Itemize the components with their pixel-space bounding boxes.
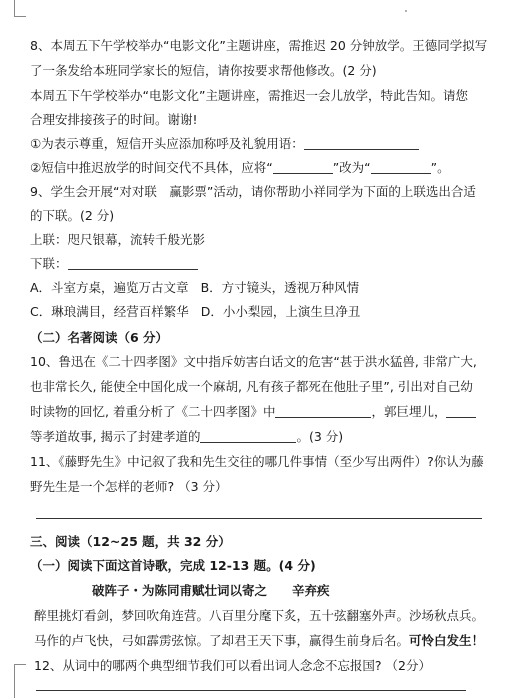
q8-item-1-text: ①为表示尊重，短信开头应添加称呼及礼貌用语：	[30, 136, 304, 151]
q8-item-2-blank-2[interactable]	[371, 161, 431, 174]
q9-lower-label: 下联：	[30, 256, 68, 271]
q9-line-2: 的下联。(2 分)	[30, 208, 115, 223]
q8-item-2-text-b: ”改为“	[332, 160, 371, 175]
q10-line-4-text-b: 。(3 分)	[296, 429, 344, 444]
poem-line-2	[34, 633, 490, 649]
q11-line-2: 野先生是一个怎样的老师? （3 分）	[30, 479, 228, 494]
poem-title: 破阵子・为陈同甫赋壮词以寄之 辛弃疾	[92, 583, 330, 598]
section-2-heading: （二）名著阅读（6 分）	[30, 330, 169, 345]
q8-item-1	[30, 136, 490, 152]
poem-line-2-bold: 可怜白发生！	[409, 633, 485, 648]
q9-lower-couplet	[30, 256, 490, 272]
q9-option-c: C．琳琅满目，经营百样繁华	[30, 304, 189, 319]
q8-item-2-text-c: ”。	[430, 160, 450, 175]
q11-line-1: 11、《藤野先生》中记叙了我和先生交往的哪几件事情（至少写出两件）?你认为藤	[30, 454, 484, 469]
page-speck	[405, 10, 407, 12]
q8-item-1-blank[interactable]	[304, 137, 419, 150]
q9-line-1: 9、学生会开展“对对联 赢影票”活动，请你帮助小祥同学为下面的上联选出合适	[30, 184, 476, 199]
q9-options-row-2	[30, 304, 490, 320]
poem-line-2-text: 马作的卢飞快，弓如霹雳弦惊。了却君王天下事，赢得生前身后名。	[34, 633, 410, 648]
q10-line-3	[30, 404, 490, 420]
q10-line-2: 也非常长久, 能使全中国化成一个麻胡, 凡有孩子都死在他肚子里”, 引出对自己幼	[30, 379, 473, 394]
q11-answer-line[interactable]	[36, 518, 482, 519]
q10-blank-3[interactable]	[200, 430, 296, 443]
q8-item-2-blank-1[interactable]	[273, 161, 333, 174]
section-3-heading: 三、阅读（12~25 题，共 32 分）	[30, 534, 231, 549]
q9-upper-couplet: 上联：咫尺银幕，流转千般光影	[30, 232, 206, 247]
crop-mark-top	[14, 0, 15, 16]
q8-item-2	[30, 160, 490, 176]
q12-line-1: 12、从词中的哪两个典型细节我们可以看出词人念念不忘报国? （2分）	[34, 658, 431, 673]
q8-message-line-1: 本周五下午学校举办“电影文化”主题讲座，需推迟一会儿放学，特此告知。请您	[30, 88, 468, 103]
q10-line-4-text-a: 等孝道故事, 揭示了封建孝道的	[30, 429, 201, 444]
q8-line-1: 8、本周五下午学校举办“电影文化”主题讲座，需推迟 20 分钟放学。王德同学拟写	[30, 38, 488, 53]
q9-option-b: B．方寸镜头，透视万种风情	[200, 280, 360, 295]
q8-line-2: 了一条发给本班同学家长的短信，请你按要求帮他修改。(2 分)	[30, 63, 377, 78]
q10-blank-2[interactable]	[446, 405, 476, 418]
crop-mark-bottom	[14, 664, 15, 698]
q9-lower-blank[interactable]	[68, 257, 198, 270]
q10-line-1: 10、鲁迅在《二十四孝图》文中指斥妨害白话文的危害“甚于洪水猛兽, 非常广大,	[30, 354, 477, 369]
q9-option-a: A．斗室方桌，遍览万古文章	[30, 280, 189, 295]
q10-line-3-text-a: 时读物的回忆, 着重分析了《二十四孝图》中	[30, 404, 276, 419]
q10-line-4	[30, 429, 490, 445]
crop-mark-top-horizontal	[14, 16, 26, 17]
q8-item-2-text-a: ②短信中推迟放学的时间交代不具体，应将“	[30, 160, 273, 175]
section-3-subheading: （一）阅读下面这首诗歌，完成 12-13 题。(4 分)	[30, 558, 316, 573]
q8-message-line-2: 合理安排接孩子的时间。谢谢!	[30, 112, 198, 127]
q10-blank-1[interactable]	[275, 405, 371, 418]
q10-line-3-text-b: ，郭巨埋儿，	[371, 404, 447, 419]
q12-answer-line[interactable]	[36, 690, 466, 691]
q9-option-d: D．小小梨园，上演生旦净丑	[200, 304, 361, 319]
q9-options-row-1	[30, 280, 490, 296]
poem-line-1: 醉里挑灯看剑，梦回吹角连营。八百里分麾下炙，五十弦翻塞外声。沙场秋点兵。	[34, 608, 485, 623]
crop-mark-bottom-horizontal	[14, 664, 26, 665]
